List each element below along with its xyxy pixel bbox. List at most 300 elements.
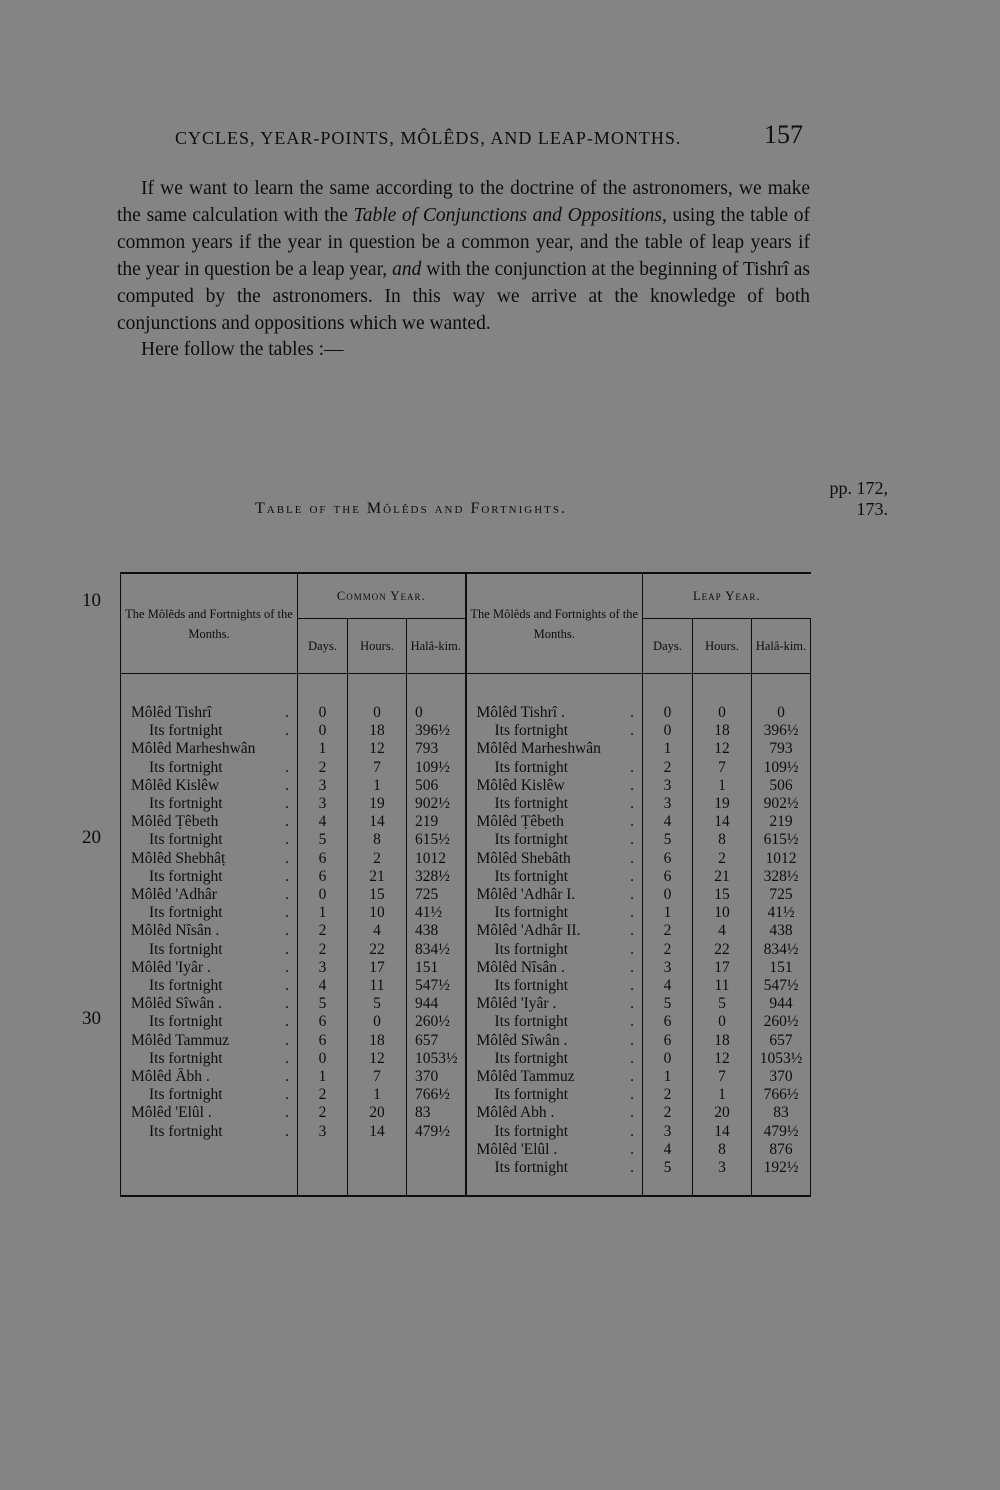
spacer-cell: [643, 674, 693, 705]
hours-cell: 14: [348, 813, 407, 831]
page-reference: [808, 478, 888, 520]
days-cell: 2: [298, 941, 348, 959]
leader-dot: .: [285, 758, 289, 776]
halakim-cell: 328½: [407, 868, 466, 886]
halakim-cell: 192½: [752, 1159, 811, 1177]
halakim-cell: 766½: [752, 1086, 811, 1104]
hours-cell: 0: [348, 1013, 407, 1031]
leader-dot: .: [285, 977, 289, 995]
header-moleds-leap: The Môlêds and Fortnights of the Months.: [466, 573, 643, 674]
hours-cell: 8: [348, 831, 407, 849]
moled-name: Môlêd Ṭêbeth: [476, 813, 564, 831]
filler-cell: [348, 1177, 407, 1196]
hours-cell: 0: [693, 704, 752, 722]
leader-dot: .: [630, 776, 634, 794]
moled-name-cell: [121, 704, 298, 722]
hours-cell: 12: [348, 1050, 407, 1068]
hours-cell: 18: [348, 722, 407, 740]
hours-cell: 0: [693, 1013, 752, 1031]
days-cell: 6: [298, 868, 348, 886]
leader-dot: .: [285, 922, 289, 940]
halakim-cell: 438: [407, 922, 466, 940]
moled-name-cell: [121, 740, 298, 758]
hours-cell: 12: [693, 740, 752, 758]
moled-name: Its fortnight: [149, 977, 223, 995]
moled-name-cell: [466, 795, 643, 813]
text-run: , using the table of common years if the year in question be a common year, and the table of leap years if the year in question be a leap year,: [117, 204, 811, 280]
italic-run: Table of Conjunctions and Oppositions: [353, 204, 662, 226]
moled-name: Its fortnight: [494, 795, 569, 813]
table-row: [121, 1141, 811, 1159]
halakim-cell: 83: [752, 1104, 811, 1122]
days-cell: [298, 1141, 348, 1159]
days-cell: 3: [643, 795, 693, 813]
hours-cell: 3: [693, 1159, 752, 1177]
days-cell: 0: [643, 722, 693, 740]
halakim-cell: 109½: [752, 759, 811, 777]
halakim-cell: 370: [407, 1068, 466, 1086]
spacer-cell: [693, 674, 752, 705]
moled-name: Môlêd Âbh .: [131, 1068, 210, 1086]
moled-name-cell: [121, 959, 298, 977]
table-row: [121, 1068, 811, 1086]
leader-dot: .: [630, 922, 634, 940]
moled-name-cell: [121, 941, 298, 959]
moled-name: Its fortnight: [494, 940, 569, 958]
moled-name-cell: [121, 1141, 298, 1159]
moled-name: Môlêd Marheshwân: [131, 740, 256, 758]
moled-name-cell: [466, 941, 643, 959]
days-cell: 2: [298, 922, 348, 940]
days-cell: 6: [643, 1032, 693, 1050]
days-cell: 4: [298, 813, 348, 831]
halakim-cell: 328½: [752, 868, 811, 886]
days-cell: 3: [643, 1123, 693, 1141]
moled-name: Môlêd 'Adhâr II.: [476, 922, 581, 940]
line-number: 20: [82, 827, 101, 848]
halakim-cell: 944: [752, 995, 811, 1013]
moled-name: Its fortnight: [494, 1013, 569, 1031]
leader-dot: .: [285, 867, 289, 885]
spacer-cell: [466, 674, 643, 705]
days-cell: 3: [643, 959, 693, 977]
moled-name: Môlêd 'Iyâr .: [476, 995, 557, 1013]
moled-name: Its fortnight: [494, 867, 569, 885]
filler-cell: [693, 1177, 752, 1196]
leader-dot: .: [285, 958, 289, 976]
header-halakim-common: Halâ-kim.: [407, 619, 466, 674]
table-row: [121, 904, 811, 922]
leader-dot: .: [630, 1159, 634, 1177]
days-cell: 1: [298, 1068, 348, 1086]
hours-cell: [348, 1141, 407, 1159]
halakim-cell: 83: [407, 1104, 466, 1122]
halakim-cell: 725: [407, 886, 466, 904]
header-hours-common: Hours.: [348, 619, 407, 674]
hours-cell: 7: [693, 759, 752, 777]
moled-name-cell: [466, 1123, 643, 1141]
moled-name-cell: [466, 1050, 643, 1068]
table-row: [121, 795, 811, 813]
leader-dot: .: [285, 904, 289, 922]
moled-name: Its fortnight: [149, 831, 223, 849]
filler-cell: [298, 1177, 348, 1196]
halakim-cell: 1053½: [407, 1050, 466, 1068]
halakim-cell: 766½: [407, 1086, 466, 1104]
halakim-cell: 151: [407, 959, 466, 977]
header-leap-year: Leap Year.: [643, 573, 811, 619]
hours-cell: 15: [348, 886, 407, 904]
moled-name-cell: [121, 722, 298, 740]
days-cell: 6: [298, 1013, 348, 1031]
spacer-cell: [348, 674, 407, 705]
halakim-cell: 506: [752, 777, 811, 795]
table-row: [121, 1013, 811, 1031]
leader-dot: .: [285, 831, 289, 849]
moled-name-cell: [466, 977, 643, 995]
table-row: [121, 740, 811, 758]
moled-name-cell: [466, 868, 643, 886]
moled-name: Môlêd 'Elûl .: [476, 1140, 558, 1158]
moled-name-cell: [466, 759, 643, 777]
filler-cell: [121, 1177, 298, 1196]
leader-dot: .: [285, 704, 289, 721]
leader-dot: .: [285, 813, 289, 831]
spacer-row: [121, 674, 811, 705]
days-cell: 3: [298, 795, 348, 813]
leader-dot: .: [630, 1068, 634, 1086]
leader-dot: .: [630, 704, 634, 721]
hours-cell: 22: [348, 941, 407, 959]
table-row: [121, 922, 811, 940]
moled-name: Its fortnight: [149, 1013, 223, 1031]
hours-cell: 14: [348, 1123, 407, 1141]
moled-name: Môlêd Tammuz: [131, 1031, 230, 1049]
moled-name: Môlêd Shebhâṭ: [131, 849, 226, 867]
moled-name: Môlêd Kislêw: [131, 776, 220, 794]
moled-name-cell: [121, 850, 298, 868]
moled-name-cell: [121, 1104, 298, 1122]
table-row: [121, 850, 811, 868]
moled-name-cell: [466, 995, 643, 1013]
table-row: [121, 831, 811, 849]
halakim-cell: 615½: [752, 831, 811, 849]
hours-cell: 20: [693, 1104, 752, 1122]
moled-name-cell: [466, 1141, 643, 1159]
header-hours-leap: Hours.: [693, 619, 752, 674]
text-run: If we want to learn the same according to the doctrine of the astronomers, we make the same calculation with the: [117, 178, 810, 226]
moled-name: Its fortnight: [149, 867, 223, 885]
days-cell: 4: [643, 1141, 693, 1159]
halakim-cell: [407, 1159, 466, 1177]
moled-name-cell: [121, 868, 298, 886]
hours-cell: 12: [693, 1050, 752, 1068]
moled-name: Môlêd Tishrî: [131, 704, 212, 721]
leader-dot: .: [630, 849, 634, 867]
hours-cell: 21: [348, 868, 407, 886]
days-cell: 1: [643, 904, 693, 922]
hours-cell: 1: [693, 1086, 752, 1104]
days-cell: 3: [298, 777, 348, 795]
moled-name: Môlêd Abh .: [476, 1104, 555, 1122]
halakim-cell: 657: [407, 1032, 466, 1050]
halakim-cell: 902½: [752, 795, 811, 813]
halakim-cell: 41½: [752, 904, 811, 922]
page-reference-line: 173.: [856, 499, 888, 519]
hours-cell: 18: [693, 1032, 752, 1050]
leader-dot: .: [630, 1140, 634, 1158]
leader-dot: .: [285, 849, 289, 867]
leader-dot: .: [285, 1013, 289, 1031]
moled-name-cell: [466, 813, 643, 831]
moled-name: Môlêd Kislêw: [476, 776, 565, 794]
days-cell: 0: [643, 704, 693, 722]
spacer-cell: [121, 674, 298, 705]
halakim-cell: 1012: [407, 850, 466, 868]
leader-dot: .: [285, 795, 289, 813]
days-cell: 6: [298, 850, 348, 868]
header-halakim-leap: Halâ-kim.: [752, 619, 811, 674]
moled-name: Môlêd Ṭêbeth: [131, 813, 219, 831]
moled-name-cell: [121, 922, 298, 940]
halakim-cell: 41½: [407, 904, 466, 922]
leader-dot: .: [285, 995, 289, 1013]
days-cell: 4: [643, 813, 693, 831]
page-number: 157: [764, 120, 803, 149]
leader-dot: .: [630, 886, 634, 904]
days-cell: 2: [298, 759, 348, 777]
halakim-cell: 506: [407, 777, 466, 795]
halakim-cell: 793: [407, 740, 466, 758]
days-cell: 3: [298, 1123, 348, 1141]
moled-name: Môlêd Tishrî .: [476, 704, 565, 721]
filler-cell: [643, 1177, 693, 1196]
hours-cell: 18: [348, 1032, 407, 1050]
halakim-cell: 479½: [407, 1123, 466, 1141]
hours-cell: 2: [693, 850, 752, 868]
days-cell: 1: [298, 740, 348, 758]
leader-dot: .: [285, 886, 289, 904]
hours-cell: 22: [693, 941, 752, 959]
moled-name: Its fortnight: [494, 758, 569, 776]
halakim-cell: 834½: [407, 941, 466, 959]
halakim-cell: 1053½: [752, 1050, 811, 1068]
table-row: [121, 941, 811, 959]
halakim-cell: 876: [752, 1141, 811, 1159]
moled-name: Its fortnight: [494, 904, 569, 922]
days-cell: 6: [643, 868, 693, 886]
running-title: CYCLES, YEAR-POINTS, MÔLÊDS, AND LEAP-MONTHS.: [175, 128, 682, 148]
moled-name-cell: [466, 1013, 643, 1031]
days-cell: 2: [643, 1086, 693, 1104]
table-row: [121, 777, 811, 795]
page-reference-line: pp. 172,: [829, 478, 888, 498]
filler-cell: [466, 1177, 643, 1196]
leader-dot: .: [630, 831, 634, 849]
leader-dot: .: [285, 1104, 289, 1122]
moled-name-cell: [121, 795, 298, 813]
hours-cell: 11: [348, 977, 407, 995]
days-cell: 1: [643, 740, 693, 758]
leader-dot: .: [630, 1013, 634, 1031]
moled-name-cell: [466, 1104, 643, 1122]
hours-cell: 19: [693, 795, 752, 813]
halakim-cell: 219: [407, 813, 466, 831]
hours-cell: 14: [693, 813, 752, 831]
hours-cell: 10: [348, 904, 407, 922]
leader-dot: .: [630, 795, 634, 813]
halakim-cell: 109½: [407, 759, 466, 777]
halakim-cell: 151: [752, 959, 811, 977]
moled-name: Its fortnight: [494, 1122, 569, 1140]
table-row: [121, 1032, 811, 1050]
table-row: [121, 1104, 811, 1122]
moled-name: Môlêd 'Adhâr I.: [476, 886, 576, 904]
hours-cell: 20: [348, 1104, 407, 1122]
leader-dot: .: [630, 1049, 634, 1067]
hours-cell: 14: [693, 1123, 752, 1141]
leader-dot: .: [630, 1122, 634, 1140]
spacer-cell: [407, 674, 466, 705]
moled-name-cell: [466, 740, 643, 758]
hours-cell: 7: [348, 1068, 407, 1086]
spacer-cell: [298, 674, 348, 705]
line-number: 10: [82, 590, 101, 611]
moled-name: Môlêd Tammuz: [476, 1068, 575, 1086]
table-row: [121, 995, 811, 1013]
header-moleds-common: The Môlêds and Fortnights of the Months.: [121, 573, 298, 674]
moled-name-cell: [466, 704, 643, 722]
table-row: [121, 704, 811, 722]
days-cell: 5: [298, 831, 348, 849]
halakim-cell: 260½: [407, 1013, 466, 1031]
moled-name-cell: [121, 1032, 298, 1050]
moled-name-cell: [121, 777, 298, 795]
days-cell: 0: [643, 1050, 693, 1068]
moled-name-cell: [121, 977, 298, 995]
filler-cell: [752, 1177, 811, 1196]
moled-name: Its fortnight: [149, 758, 223, 776]
moled-name: Môlêd Marheshwân: [476, 740, 601, 758]
halakim-cell: 793: [752, 740, 811, 758]
hours-cell: 15: [693, 886, 752, 904]
halakim-cell: 944: [407, 995, 466, 1013]
hours-cell: 7: [348, 759, 407, 777]
halakim-cell: 657: [752, 1032, 811, 1050]
moled-name: Môlêd 'Elûl .: [131, 1104, 212, 1122]
halakim-cell: 396½: [407, 722, 466, 740]
moled-name: Its fortnight: [149, 1086, 223, 1104]
moled-name-cell: [466, 831, 643, 849]
leader-dot: .: [630, 1104, 634, 1122]
moled-name: Môlêd Sîwân .: [476, 1031, 568, 1049]
hours-cell: 4: [693, 922, 752, 940]
table-row: [121, 977, 811, 995]
spacer-cell: [752, 674, 811, 705]
days-cell: 6: [643, 1013, 693, 1031]
header-common-year: Common Year.: [298, 573, 466, 619]
hours-cell: 1: [348, 777, 407, 795]
hours-cell: 1: [693, 777, 752, 795]
moled-name: Môlêd Shebâth: [476, 849, 571, 867]
days-cell: 2: [643, 1104, 693, 1122]
halakim-cell: 834½: [752, 941, 811, 959]
leader-dot: .: [285, 940, 289, 958]
table-row: [121, 813, 811, 831]
halakim-cell: [407, 1141, 466, 1159]
days-cell: 0: [298, 886, 348, 904]
leader-dot: .: [285, 722, 289, 740]
days-cell: 2: [298, 1104, 348, 1122]
leader-dot: .: [285, 1049, 289, 1067]
moled-table-container: [120, 572, 810, 1192]
hours-cell: 18: [693, 722, 752, 740]
halakim-cell: 902½: [407, 795, 466, 813]
table-caption: Table of the Môlêds and Fortnights.: [255, 500, 568, 517]
days-cell: 2: [643, 941, 693, 959]
hours-cell: 7: [693, 1068, 752, 1086]
table-row: [121, 868, 811, 886]
hours-cell: 5: [693, 995, 752, 1013]
hours-cell: 8: [693, 831, 752, 849]
moled-name: Its fortnight: [149, 940, 223, 958]
moled-name-cell: [466, 904, 643, 922]
moled-name-cell: [466, 922, 643, 940]
moled-name-cell: [121, 886, 298, 904]
leader-dot: .: [285, 1031, 289, 1049]
days-cell: 5: [298, 995, 348, 1013]
header-days-common: Days.: [298, 619, 348, 674]
leader-dot: .: [630, 1086, 634, 1104]
table-row: [121, 886, 811, 904]
moled-name: Its fortnight: [494, 831, 569, 849]
moled-name-cell: [121, 813, 298, 831]
table-row: [121, 1050, 811, 1068]
days-cell: 5: [643, 831, 693, 849]
days-cell: 0: [643, 886, 693, 904]
moled-name: Its fortnight: [494, 1086, 569, 1104]
halakim-cell: 547½: [407, 977, 466, 995]
moled-name-cell: [466, 777, 643, 795]
days-cell: 1: [643, 1068, 693, 1086]
halakim-cell: 547½: [752, 977, 811, 995]
moled-name-cell: [121, 1086, 298, 1104]
table-row: [121, 722, 811, 740]
leader-dot: .: [285, 1068, 289, 1086]
moled-table: [120, 572, 811, 1197]
hours-cell: 0: [348, 704, 407, 722]
days-cell: 2: [298, 1086, 348, 1104]
moled-name: Its fortnight: [149, 795, 223, 813]
moled-name-cell: [466, 850, 643, 868]
text-run: Here follow the tables :—: [141, 339, 344, 361]
hours-cell: 17: [693, 959, 752, 977]
filler-cell: [407, 1177, 466, 1196]
table-row: [121, 1159, 811, 1177]
days-cell: 0: [298, 704, 348, 722]
moled-name-cell: [466, 959, 643, 977]
leader-dot: .: [285, 1086, 289, 1104]
body-paragraph: [117, 337, 810, 364]
days-cell: 2: [643, 922, 693, 940]
leader-dot: .: [630, 904, 634, 922]
moled-name: Its fortnight: [149, 1122, 223, 1140]
moled-name: Its fortnight: [494, 1049, 569, 1067]
hours-cell: [348, 1159, 407, 1177]
moled-name: Its fortnight: [494, 722, 569, 740]
moled-name: Its fortnight: [149, 722, 223, 740]
moled-name-cell: [121, 759, 298, 777]
